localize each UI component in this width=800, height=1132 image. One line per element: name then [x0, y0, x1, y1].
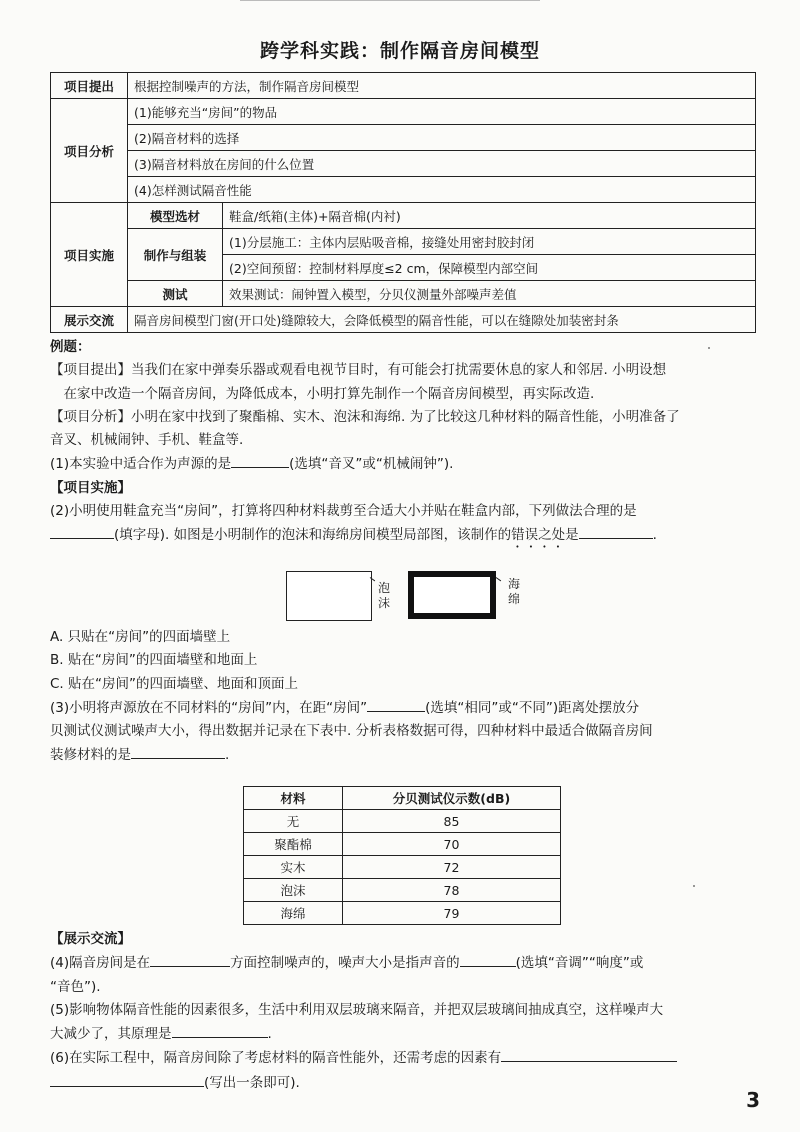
scan-speck — [693, 885, 695, 887]
question-3-options: (选填“相同”或“不同”)距离处摆放分 — [425, 699, 640, 716]
analysis-paragraph-line: 【项目分析】小明在家中找到了聚酯棉、实木、泡沫和海绵. 为了比较这几种材料的隔音性能，小明准备了 — [50, 408, 680, 425]
question-4-text-2: 方面控制噪声的，噪声大小是指声音的 — [230, 955, 460, 972]
option-c: C. 贴在“房间”的四面墙壁、地面和顶面上 — [50, 675, 298, 692]
table-row — [244, 879, 561, 902]
project-summary-table — [50, 72, 756, 333]
question-2-line: (2)小明使用鞋盒充当“房间”，打算将四种材料裁剪至合适大小并贴在鞋盒内部，下列做法合理的是 — [50, 503, 637, 520]
implementation-heading: 【项目实施】 — [50, 479, 131, 496]
answer-blank[interactable] — [231, 452, 289, 468]
example-section-top — [50, 336, 756, 551]
analysis-item: (2)隔音材料的选择 — [128, 125, 756, 151]
sponge-label: 海绵 — [508, 577, 521, 606]
column-header-decibel: 分贝测试仪示数(dB) — [343, 787, 561, 810]
analysis-paragraph-line: 音叉、机械闹钟、手机、鞋盒等. — [50, 432, 244, 449]
question-6-hint: (写出一条即可). — [204, 1074, 300, 1091]
value-cell: 72 — [343, 856, 561, 879]
question-6-line — [50, 1046, 756, 1070]
analysis-item: (1)能够充当“房间”的物品 — [128, 99, 756, 125]
question-6-line-2 — [50, 1071, 756, 1095]
option-a: A. 只贴在“房间”的四面墙壁上 — [50, 629, 231, 645]
question-4-text: (4)隔音房间是在 — [50, 955, 151, 972]
exchange-label: 展示交流 — [51, 307, 128, 333]
question-2-text-end: 是 — [565, 527, 579, 544]
answer-blank[interactable] — [367, 696, 425, 712]
answer-blank[interactable] — [172, 1022, 268, 1038]
exchange-heading: 【展示交流】 — [50, 931, 131, 947]
question-1-options: (选填“音叉”或“机械闹钟”). — [289, 456, 454, 473]
material-label: 模型选材 — [128, 203, 223, 229]
proposal-paragraph-line: 【项目提出】当我们在家中弹奏乐器或观看电视节目时，有可能会打扰需要休息的家人和邻居. 小明设想 — [50, 362, 667, 379]
material-cell: 海绵 — [244, 902, 343, 925]
value-cell: 70 — [343, 833, 561, 856]
answer-blank[interactable] — [460, 951, 516, 967]
table-row — [244, 833, 561, 856]
build-item: (1)分层施工：主体内层贴吸音棉，接缝处用密封胶封闭 — [223, 229, 756, 255]
model-diagram — [282, 567, 542, 627]
page-number: 3 — [746, 1088, 760, 1112]
material-cell: 泡沫 — [244, 879, 343, 902]
proposal-text: 根据控制噪声的方法，制作隔音房间模型 — [128, 73, 756, 99]
table-row — [244, 902, 561, 925]
example-section-bottom — [50, 928, 756, 1095]
question-4-line — [50, 951, 756, 975]
table-row — [244, 810, 561, 833]
emphasis-text: 错误之处 — [511, 527, 566, 544]
question-1 — [50, 452, 756, 476]
analysis-label: 项目分析 — [51, 99, 128, 203]
page-title: 跨学科实践：制作隔音房间模型 — [259, 40, 540, 62]
question-5-text: 大减少了，其原理是 — [50, 1026, 172, 1043]
column-header-material: 材料 — [244, 787, 343, 810]
proposal-paragraph-line: 在家中改造一个隔音房间，为降低成本，小明打算先制作一个隔音房间模型，再实际改造. — [63, 385, 595, 402]
question-1-text: (1)本实验中适合作为声源的是 — [50, 456, 232, 473]
question-3-line-2: 贝测试仪测试噪声大小，得出数据并记录在下表中. 分析表格数据可得，四种材料中最适合做隔音房间 — [50, 723, 653, 740]
material-text: 鞋盒/纸箱(主体)+隔音棉(内衬) — [223, 203, 756, 229]
test-label: 测试 — [128, 281, 223, 307]
value-cell: 79 — [343, 902, 561, 925]
answer-blank[interactable] — [131, 743, 225, 759]
question-5-line-2 — [50, 1022, 756, 1046]
period: . — [267, 1026, 272, 1043]
sponge-leader-line — [496, 577, 501, 581]
table-row — [244, 856, 561, 879]
question-2-line-2 — [50, 523, 756, 551]
foam-room-outline — [286, 571, 372, 621]
example-section-middle — [50, 626, 756, 768]
top-edge-line — [240, 0, 540, 1]
answer-blank[interactable] — [50, 1071, 204, 1087]
decibel-data-table — [243, 786, 561, 925]
material-cell: 实木 — [244, 856, 343, 879]
answer-blank[interactable] — [150, 951, 230, 967]
period: . — [652, 527, 657, 544]
build-item: (2)空间预留：控制材料厚度≤2 cm，保障模型内部空间 — [223, 255, 756, 281]
build-label: 制作与组装 — [128, 229, 223, 281]
question-5-line: (5)影响物体隔音性能的因素很多，生活中利用双层玻璃来隔音，并把双层玻璃间抽成真空，这样噪声大 — [50, 1001, 664, 1018]
sponge-room-outline — [408, 571, 496, 619]
question-3-line — [50, 696, 756, 720]
question-4-options: (选填“音调”“响度”或 — [515, 955, 644, 972]
answer-blank[interactable] — [501, 1046, 677, 1062]
question-4-line-2: “音色”). — [50, 978, 101, 995]
material-cell: 聚酯棉 — [244, 833, 343, 856]
material-cell: 无 — [244, 810, 343, 833]
question-6-text: (6)在实际工程中，隔音房间除了考虑材料的隔音性能外，还需考虑的因素有 — [50, 1050, 502, 1067]
proposal-label: 项目提出 — [51, 73, 128, 99]
value-cell: 78 — [343, 879, 561, 902]
question-3-line-3 — [50, 743, 756, 767]
answer-blank[interactable] — [579, 523, 653, 539]
question-2-text: (填字母). 如图是小明制作的泡沫和海绵房间模型局部图，该制作的 — [114, 527, 512, 544]
value-cell: 85 — [343, 810, 561, 833]
test-text: 效果测试：闹钟置入模型，分贝仪测量外部噪声差值 — [223, 281, 756, 307]
analysis-item: (3)隔音材料放在房间的什么位置 — [128, 151, 756, 177]
question-3-text-end: 装修材料的是 — [50, 747, 131, 764]
period: . — [225, 747, 230, 764]
example-heading: 例题： — [50, 339, 91, 355]
exchange-text: 隔音房间模型门窗(开口处)缝隙较大，会降低模型的隔音性能，可以在缝隙处加装密封条 — [128, 307, 756, 333]
scan-speck — [708, 347, 710, 349]
analysis-item: (4)怎样测试隔音性能 — [128, 177, 756, 203]
option-b: B. 贴在“房间”的四面墙壁和地面上 — [50, 652, 258, 669]
answer-blank[interactable] — [50, 523, 114, 539]
foam-label: 泡沫 — [378, 581, 391, 610]
question-3-text: (3)小明将声源放在不同材料的“房间”内，在距“房间” — [50, 699, 368, 716]
implement-label: 项目实施 — [51, 203, 128, 307]
